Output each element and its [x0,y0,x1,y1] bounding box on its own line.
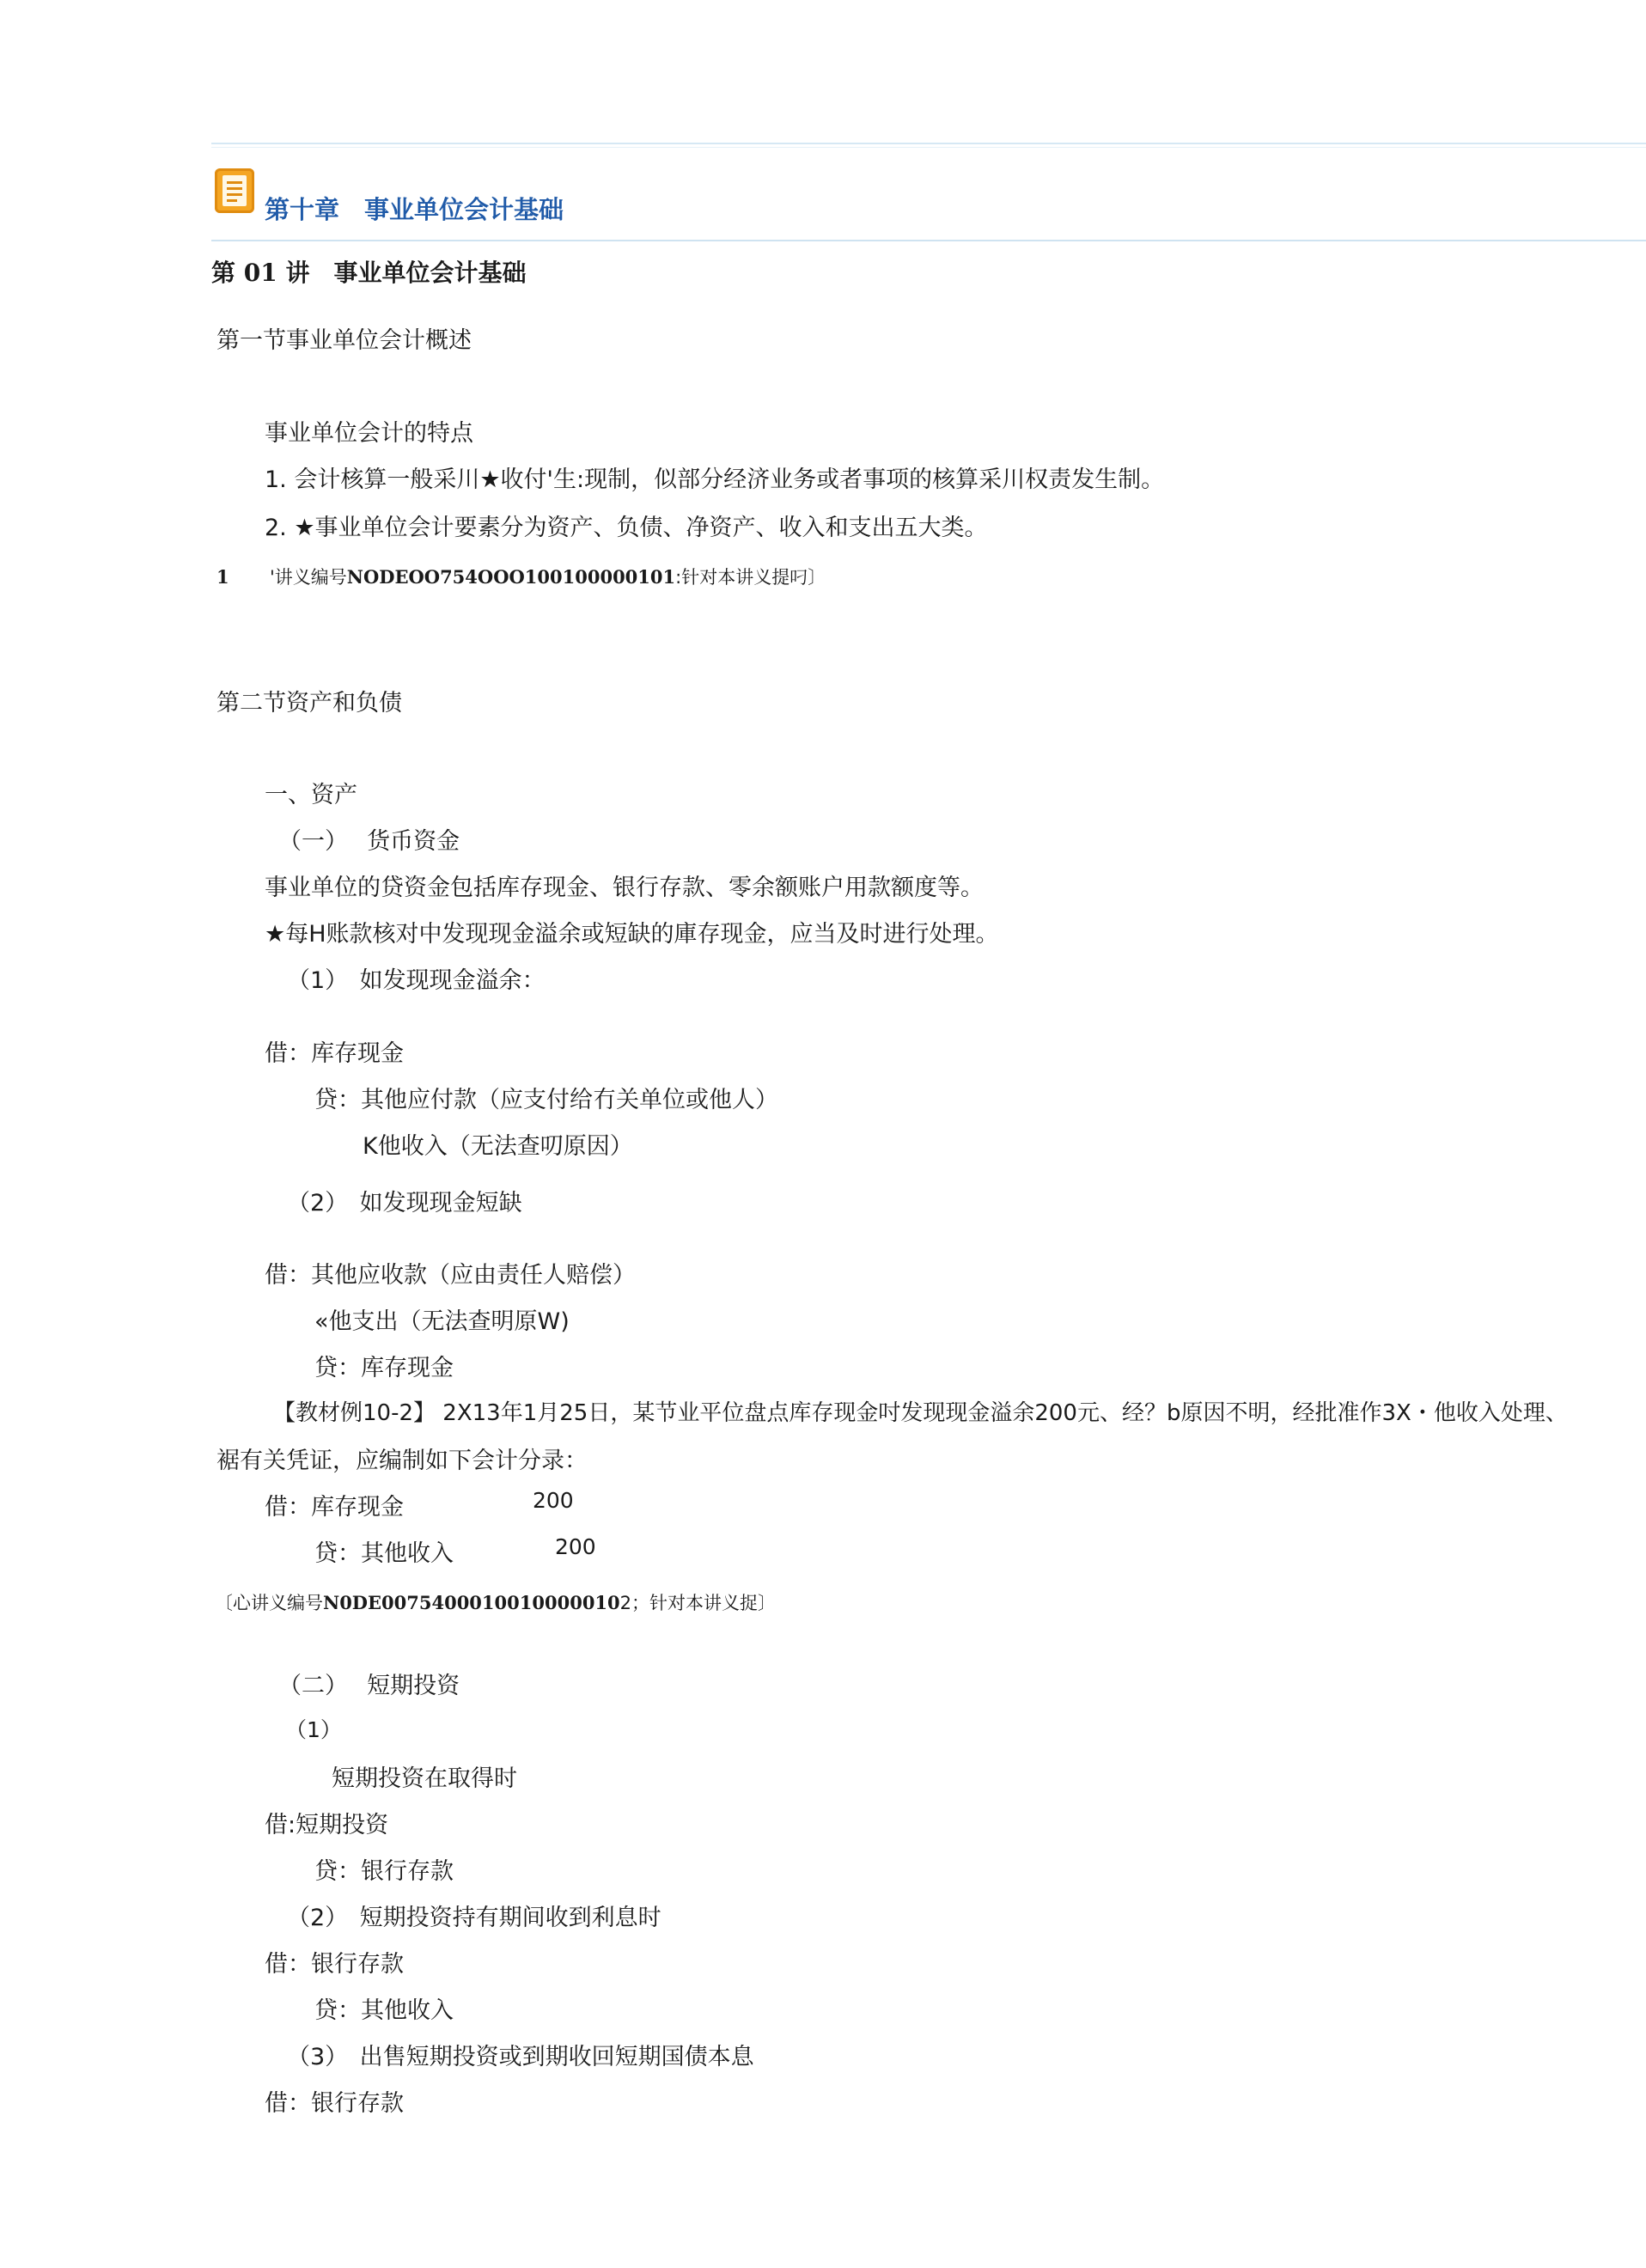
header-rule-top-2 [211,147,1646,148]
investment-2-debit: 借：银行存款 [265,1951,404,1978]
section2-title: 第二节资产和负债 [216,690,402,716]
example-line-2: 裾有关凭证，应编制如下会计分录： [216,1448,588,1474]
note-prefix: '讲义编号 [270,567,347,588]
surplus-credit-2: K他收入（无法查叨原因） [363,1133,633,1160]
note2-prefix: 〔心讲义编号 [215,1593,323,1613]
note2-code: N0DE0075400010010000010 [323,1592,620,1613]
investment-1-number: （1） [285,1717,342,1742]
shortage-heading: （2） 如发现现金短缺 [287,1190,522,1216]
header-rule-top [211,143,1646,144]
shortage-debit-1: 借：其他应收款（应由责任人赔偿） [265,1262,636,1289]
asset-heading: 一、资产 [265,782,357,808]
example-credit-label: 贷：其他收入 [314,1540,454,1567]
note2-suffix: 2；针对本讲义捉〕 [619,1593,777,1613]
lecture-note-2 [215,1589,776,1615]
features-heading: 事业单位会计的特点 [265,420,473,447]
example-credit-amount: 200 [555,1534,596,1559]
shortage-credit: 贷：库存现金 [314,1355,454,1381]
note-number: 1 [216,566,229,588]
example-line-1: 【教材例10-2】 2X13年1月25日，某节业平位盘点库存现金吋发现现金溢余200元、经？b原因不明，经批准作3X・他收入处理、 [273,1400,1568,1426]
example-debit-amount: 200 [533,1488,574,1513]
cash-description: 事业单位的贷资金包括库存现金、银行存款、零余额账户用款额度等。 [265,875,984,901]
header-rule-bottom [211,240,1646,241]
chapter-title: 第十章 事业单位会计基础 [265,195,564,224]
investment-heading: （二） 短期投资 [278,1673,460,1699]
lecture-title: 第 01 讲 事业单位会计基础 [211,259,527,287]
investment-2-heading: （2） 短期投资持有期间收到利息时 [287,1905,661,1931]
investment-1-credit: 贷：银行存款 [314,1858,454,1885]
section1-title: 第一节事业单位会计概述 [216,327,472,354]
surplus-heading: （1） 如发现现金溢余： [287,967,546,994]
feature-item-1: 1. 会计核算一般采川★收付'生:现制，似部分经济业务或者事项的核算采川权责发生制。 [265,466,1165,493]
surplus-credit-1: 贷：其他应付款（应支付给冇关单位或他人） [314,1087,778,1113]
investment-3-heading: （3） 出售短期投资或到期收回短期国债本息 [287,2044,754,2070]
example-debit-label: 借：库存现金 [265,1494,404,1521]
lecture-note-1 [216,564,826,589]
cash-rule: ★每H账款核对中发现现金溢余或短缺的庫存现金，应当及时进行处理。 [265,921,999,948]
shortage-debit-2: «他支出（无法查明原W) [314,1308,570,1335]
investment-3-debit: 借：银行存款 [265,2090,404,2117]
note-code: NODEOO754OOO100100000101 [346,566,676,588]
feature-item-2: 2. ★事业单位会计要素分为资产、负债、净资产、收入和支出五大类。 [265,515,988,541]
document-icon [215,168,254,213]
investment-2-credit: 贷：其他收入 [314,1997,454,2024]
surplus-debit: 借：库存现金 [265,1040,404,1067]
investment-1-text: 短期投资在取得时 [332,1765,517,1792]
cash-heading: （一） 货币资金 [278,828,460,855]
investment-1-debit: 借:短期投资 [265,1812,389,1838]
note-suffix: :针对本讲义提叼〕 [675,567,826,588]
